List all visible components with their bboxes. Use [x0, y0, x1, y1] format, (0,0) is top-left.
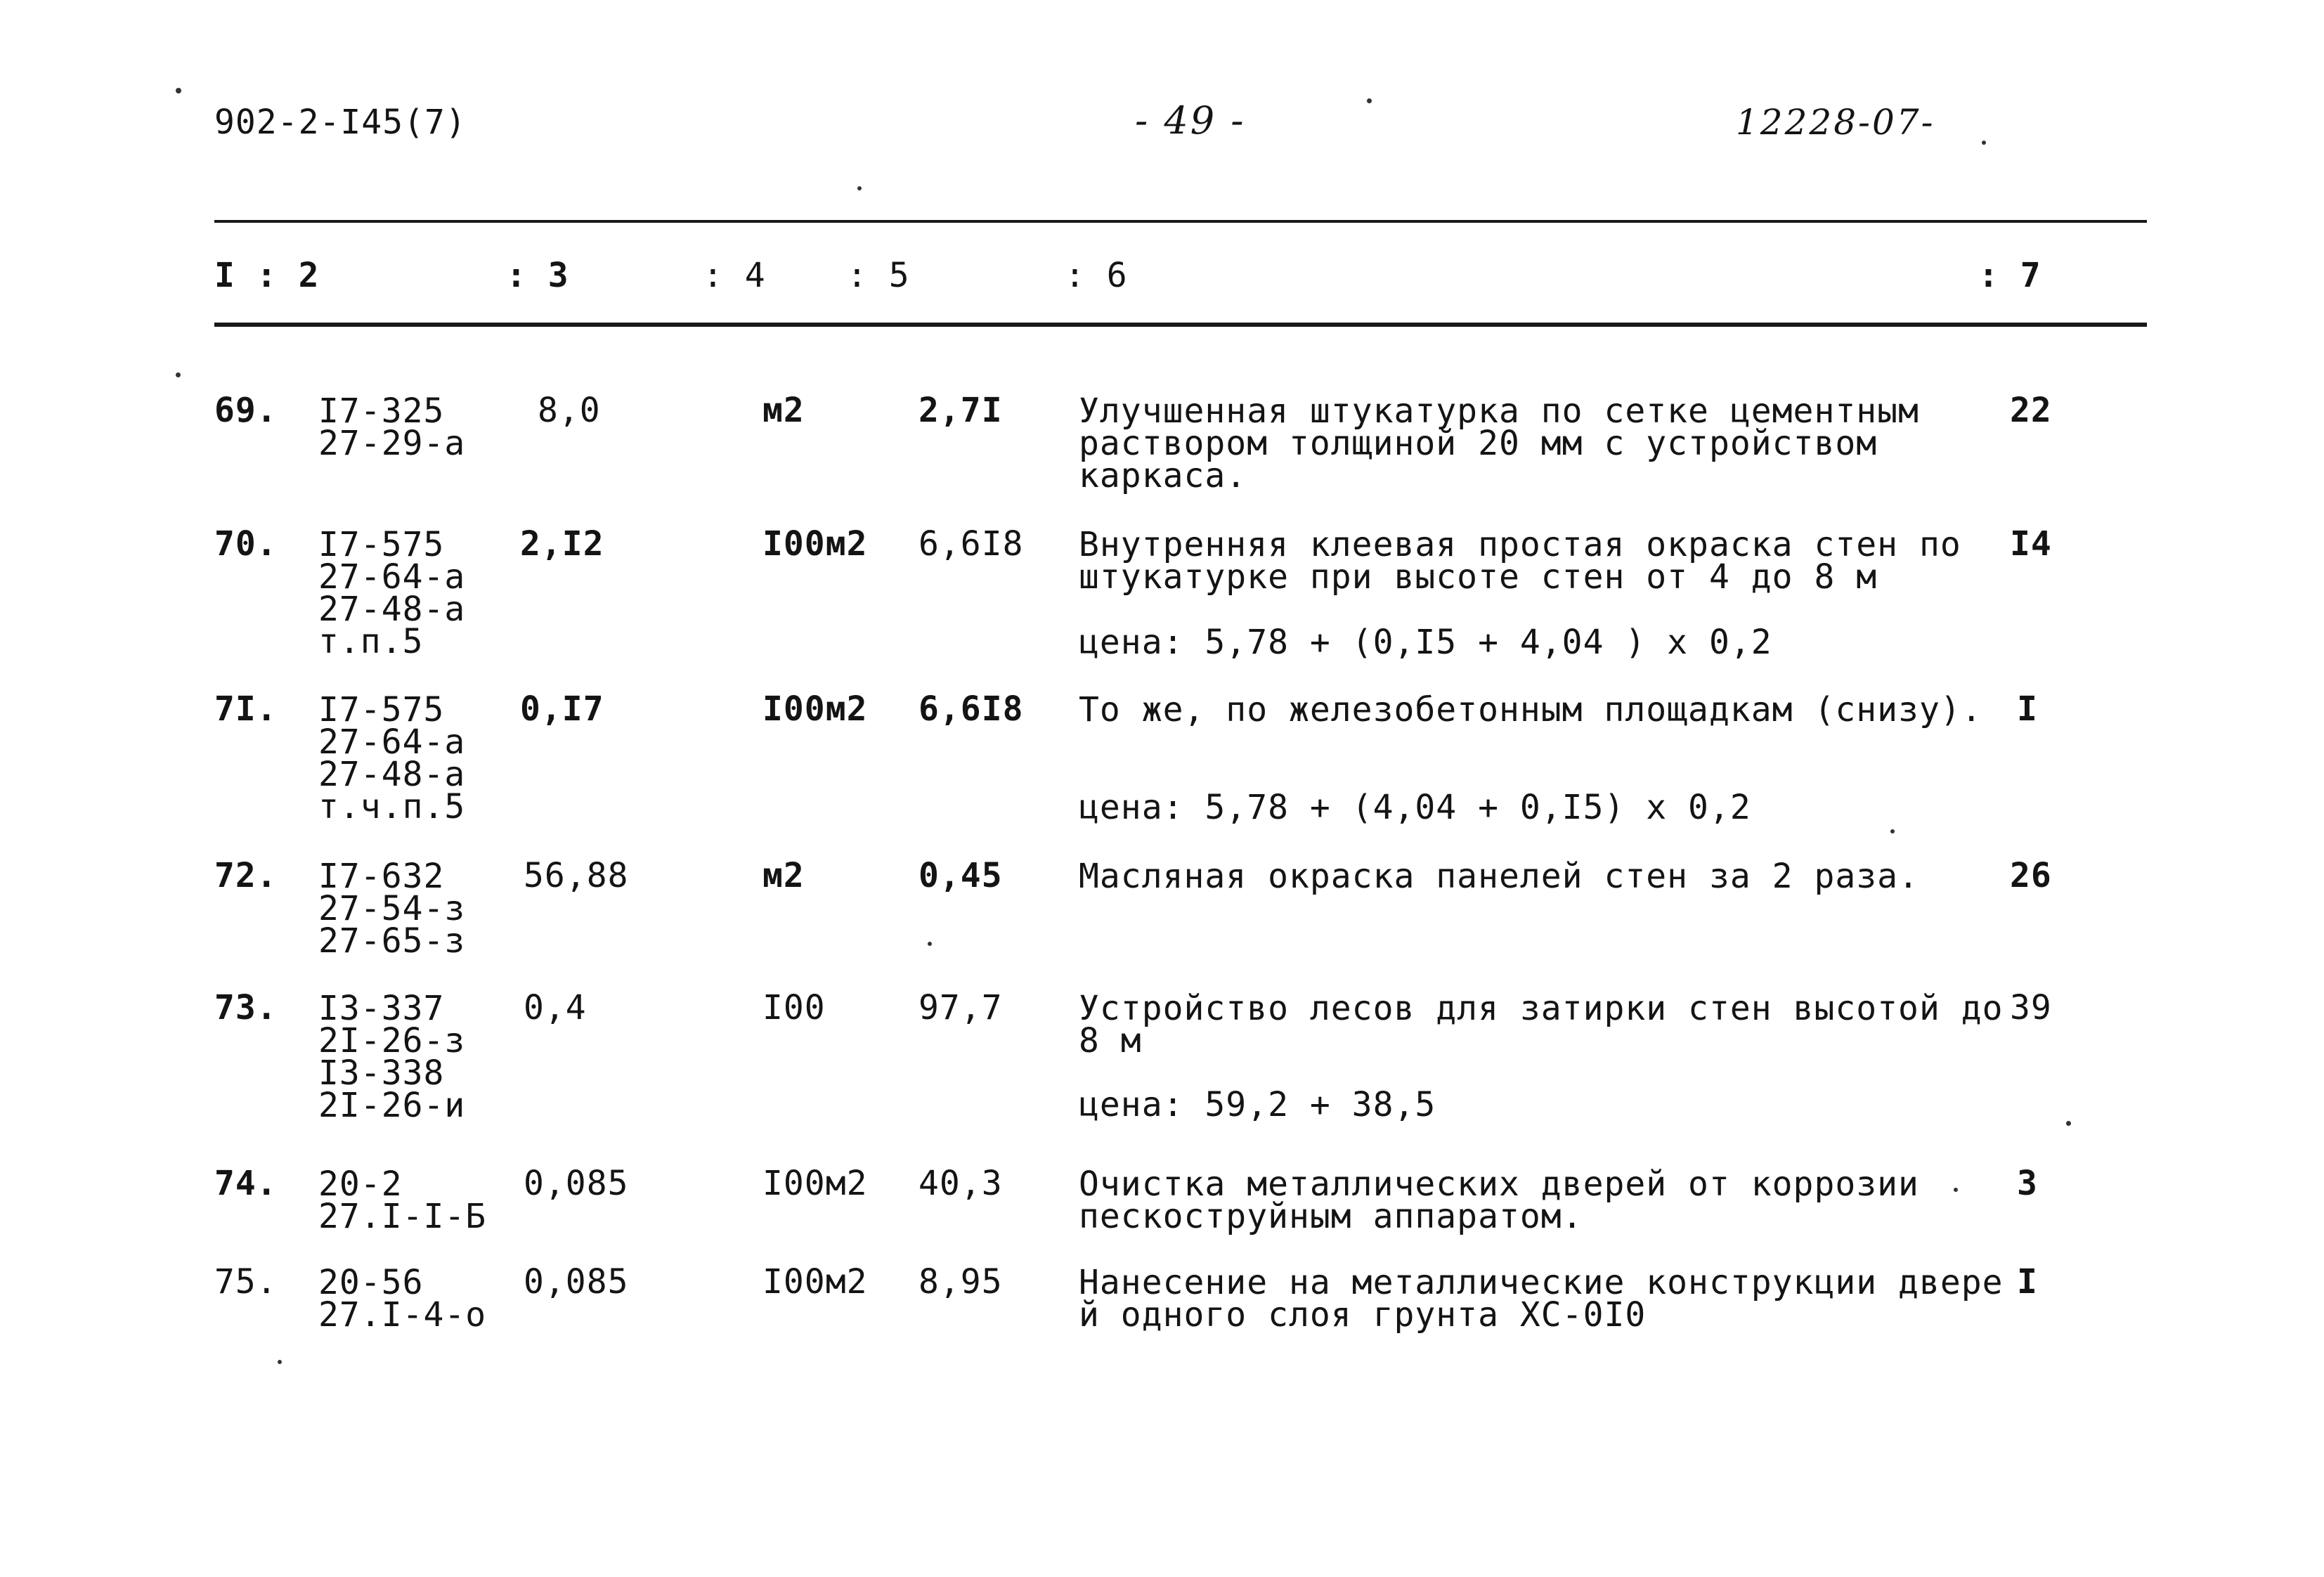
rate-codes [318, 525, 466, 661]
rate-code: 27-29-a [318, 424, 466, 463]
rate-code: I7-575 [318, 525, 445, 564]
price-calculation: цена: 5,78 + (4,04 + 0,I5) x 0,2 [1079, 788, 1751, 827]
unit: I00м2 [762, 524, 868, 564]
unit-price: 97,7 [918, 988, 1003, 1027]
work-description: Нанесение на металлические конструкции двере й одного слоя грунта ХС-0I0 [1079, 1263, 2004, 1335]
rate-code: т.п.5 [318, 622, 424, 661]
page-number: - 49 - [1135, 98, 1246, 143]
column-header-6: : 6 [1065, 256, 1128, 295]
work-description: Улучшенная штукатурка по сетке цементным раствором толщиной 20 мм с устройством каркаса. [1079, 391, 1919, 495]
scan-speck [1954, 1188, 1958, 1192]
rate-code: 27.I-I-Б [318, 1197, 487, 1236]
row-number: 72. [214, 856, 278, 895]
work-description: Устройство лесов для затирки стен высотой до 8 м [1079, 989, 2004, 1060]
row-number: 69. [214, 391, 278, 430]
rate-codes [318, 391, 466, 463]
quantity: 8,0 [538, 391, 601, 430]
rate-code: 27-64-a [318, 722, 466, 762]
unit-price: 2,7I [918, 391, 1003, 430]
row-number: 70. [214, 524, 278, 564]
column-header-5: : 5 [847, 256, 910, 295]
quantity: 56,88 [524, 856, 629, 895]
scan-speck [1890, 829, 1895, 833]
rate-code: 27-48-a [318, 590, 466, 629]
unit: м2 [762, 391, 805, 430]
rate-codes [318, 1164, 487, 1236]
column-header-7: : 7 [1978, 256, 2041, 295]
rate-code: 20-56 [318, 1263, 424, 1302]
rate-code: 27-64-a [318, 557, 466, 597]
scan-speck [176, 88, 181, 93]
unit-price: 8,95 [918, 1262, 1003, 1302]
row-number: 7I. [214, 689, 278, 729]
scan-speck [1367, 98, 1372, 103]
rate-code: 2I-26-з [318, 1021, 466, 1060]
unit-price: 6,6I8 [918, 524, 1024, 564]
header-bottom-rule [214, 323, 2147, 327]
rate-code: 20-2 [318, 1164, 403, 1204]
total-cost: 22 [2010, 391, 2052, 430]
quantity: 0,085 [524, 1262, 629, 1302]
rate-code: I7-575 [318, 690, 445, 729]
rate-code: I3-338 [318, 1053, 445, 1093]
unit-price: 40,3 [918, 1164, 1003, 1203]
row-number: 74. [214, 1164, 278, 1203]
document-code: 902-2-I45(7) [214, 103, 467, 142]
unit: I00м2 [762, 689, 868, 729]
column-header-1-2: I : 2 [214, 256, 320, 295]
unit-price: 0,45 [918, 856, 1003, 895]
archive-number: 12228-07- [1736, 102, 1935, 143]
unit-price: 6,6I8 [918, 689, 1024, 729]
rate-code: 27-65-з [318, 921, 466, 961]
rate-code: 27-54-з [318, 889, 466, 928]
rate-code: 2I-26-и [318, 1086, 466, 1125]
header-top-rule [214, 220, 2147, 223]
scan-speck [857, 186, 862, 190]
scan-speck [176, 372, 181, 377]
price-calculation: цена: 59,2 + 38,5 [1079, 1085, 1436, 1124]
rate-codes [318, 857, 466, 961]
work-description: Масляная окраска панелей стен за 2 раза. [1079, 857, 1919, 896]
rate-codes [318, 1263, 487, 1335]
price-calculation: цена: 5,78 + (0,I5 + 4,04 ) x 0,2 [1079, 623, 1772, 662]
total-cost: 26 [2010, 856, 2052, 895]
quantity: 2,I2 [520, 524, 604, 564]
unit: I00м2 [762, 1262, 868, 1302]
rate-codes [318, 989, 466, 1125]
scan-speck [928, 942, 932, 946]
rate-code: I7-325 [318, 391, 445, 431]
scan-speck [2066, 1121, 2071, 1126]
unit: м2 [762, 856, 805, 895]
rate-code: I3-337 [318, 989, 445, 1028]
total-cost: 39 [2010, 988, 2052, 1027]
quantity: 0,085 [524, 1164, 629, 1203]
rate-codes [318, 690, 466, 826]
scan-speck [1982, 141, 1986, 145]
total-cost: 3 [2017, 1164, 2038, 1203]
scan-speck [278, 1360, 282, 1364]
work-description: Очистка металлических дверей от коррозии пескоструйным аппаратом. [1079, 1164, 1919, 1236]
rate-code: I7-632 [318, 857, 445, 896]
total-cost: I4 [2010, 524, 2052, 564]
rate-code: т.ч.п.5 [318, 787, 466, 826]
row-number: 75. [214, 1262, 278, 1302]
work-description: Внутренняя клеевая простая окраска стен по штукатурке при высоте стен от 4 до 8 м [1079, 525, 1961, 597]
row-number: 73. [214, 988, 278, 1027]
total-cost: I [2017, 1262, 2038, 1302]
work-description: То же, по железобетонным площадкам (снизу). [1079, 690, 1982, 729]
total-cost: I [2017, 689, 2038, 729]
rate-code: 27-48-a [318, 755, 466, 794]
column-header-4: : 4 [703, 256, 766, 295]
quantity: 0,4 [524, 988, 587, 1027]
quantity: 0,I7 [520, 689, 604, 729]
rate-code: 27.I-4-o [318, 1295, 487, 1335]
unit: I00 [762, 988, 826, 1027]
column-header-3: : 3 [506, 256, 569, 295]
unit: I00м2 [762, 1164, 868, 1203]
